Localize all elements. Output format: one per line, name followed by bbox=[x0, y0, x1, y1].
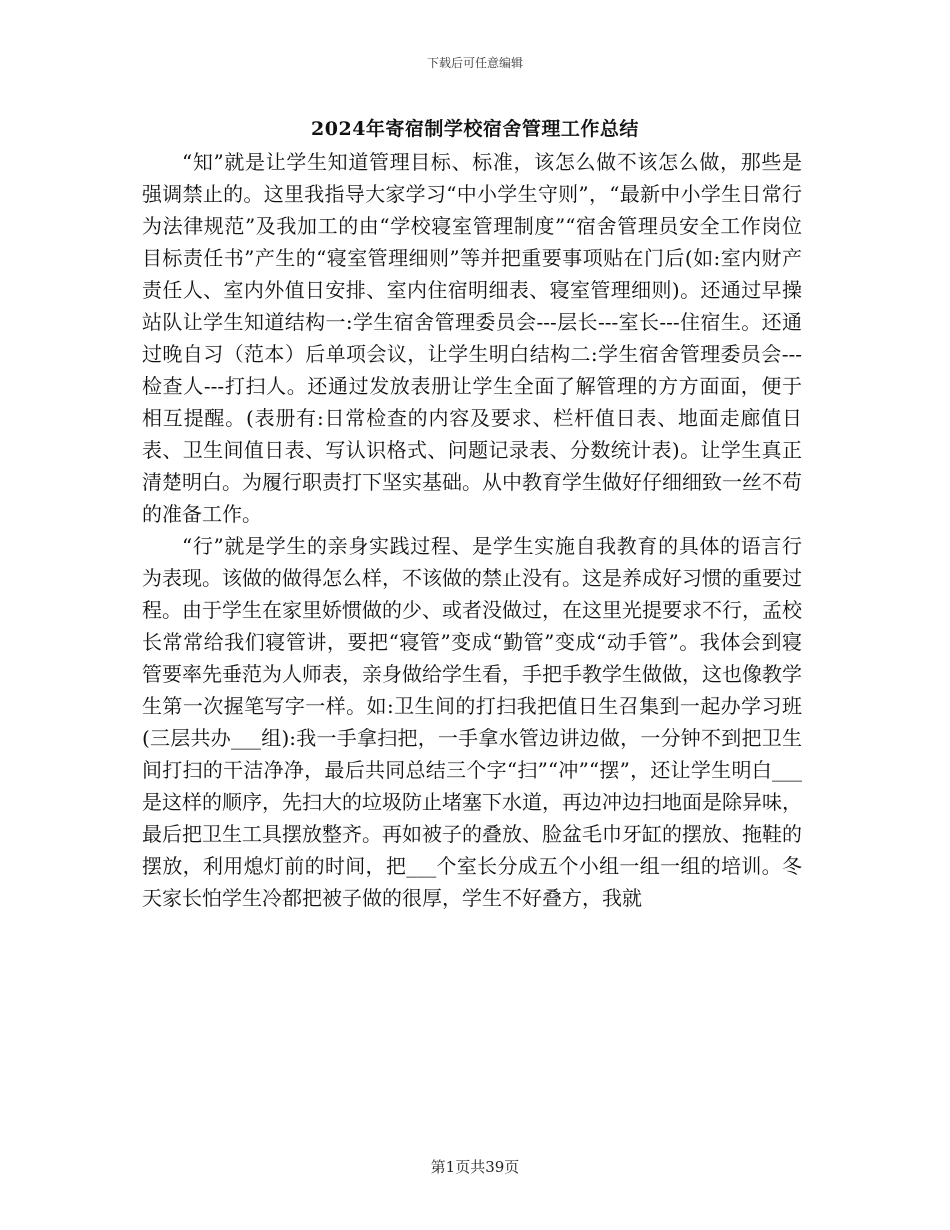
document-body bbox=[142, 146, 802, 914]
paragraph: “行”就是学生的亲身实践过程、是学生实施自我教育的具体的语言行为表现。该做的做得怎么样，不该做的禁止没有。这是养成好习惯的重要过程。由于学生在家里娇惯做的少、或者没做过，在这里光提要求不行，孟校长常常给我们寝管讲，要把“寝管”变成“勤管”变成“动手管”。我体会到寝管要率先垂范为人师表，亲身做给学生看，手把手教学生做做，这也像教学生第一次握笔写字一样。如:卫生间的打扫我把值日生召集到一起办学习班(三层共办___组):我一手拿扫把，一手拿水管边讲边做，一分钟不到把卫生间打扫的干洁净净，最后共同总结三个字“扫”“冲”“摆”，还让学生明白___是这样的顺序，先扫大的垃圾防止堵塞下水道，再边冲边扫地面是除异味，最后把卫生工具摆放整齐。再如被子的叠放、脸盆毛巾牙缸的摆放、拖鞋的摆放，利用熄灯前的时间，把___个室长分成五个小组一组一组的培训。冬天家长怕学生冷都把被子做的很厚，学生不好叠方，我就 bbox=[142, 534, 802, 910]
page-number: 第1页共39页 bbox=[430, 1158, 520, 1176]
header-note: 下载后可任意编辑 bbox=[426, 56, 523, 70]
paragraph: “知”就是让学生知道管理目标、标准，该怎么做不该怎么做，那些是强调禁止的。这里我指导大家学习“中小学生守则”，“最新中小学生日常行为法律规范”及我加工的由“学校寝室管理制度”“宿舍管理员安全工作岗位目标责任书”产生的“寝室管理细则”等并把重要事项贴在门后(如:室内财产责任人、室内外值日安排、室内住宿明细表、寝室管理细则)。还通过早操站队让学生知道结构一:学生宿舍管理委员会---层长---室长---住宿生。还通过晚自习（范本）后单项会议，让学生明白结构二:学生宿舍管理委员会---检查人---打扫人。还通过发放表册让学生全面了解管理的方方面面，便于相互提醒。(表册有:日常检查的内容及要求、栏杆值日表、地面走廊值日表、卫生间值日表、写认识格式、问题记录表、分数统计表)。让学生真正清楚明白。为履行职责打下坚实基础。从中教育学生做好仔细细致一丝不苟的准备工作。 bbox=[142, 150, 802, 526]
document-title: 2024年寄宿制学校宿舍管理工作总结 bbox=[311, 118, 639, 140]
